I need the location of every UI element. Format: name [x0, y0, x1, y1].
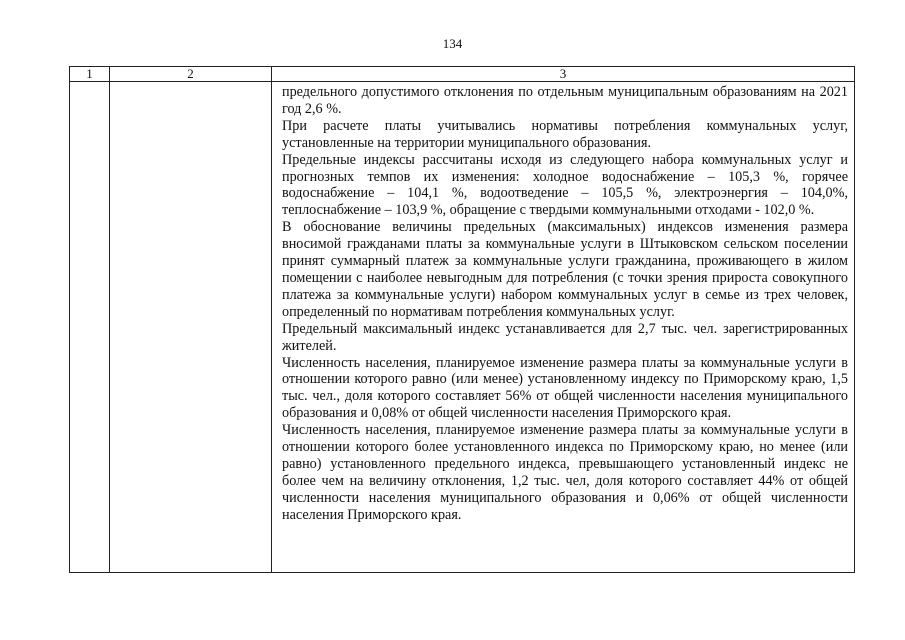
paragraph-population-equal: Численность населения, планируемое изменение размера платы за коммунальные услуги в отношении которого равно (или менее) установленному индексу по Приморскому краю, 1,5 тыс. чел., доля которого составляет 56% от общей численности населения муниципального образования и 0,08% от общей численности населения Приморского края.	[282, 354, 848, 422]
paragraph-justification: В обоснование величины предельных (максимальных) индексов изменения размера вносимой гражданами платы за коммунальные услуги в Штыковском сельском поселении принят суммарный платеж за коммунальные услуги гражданина, проживающего в жилом помещении с наиболее невыгодным для потребления (с точки зрения прироста совокупного платежа за коммунальные услуги) набором коммунальных услуг в семье из трех человек, определенный по нормативам потребления коммунальных услуг.	[282, 219, 848, 320]
cell-column-2	[110, 82, 272, 573]
table-body-row	[70, 82, 855, 573]
cell-column-1	[70, 82, 110, 573]
paragraph-population-above: Численность населения, планируемое изменение размера платы за коммунальные услуги в отношении которого более установленного индекса по Приморскому краю, но менее (или равно) установленного предельного индекса, превышающего установленный индекс не более чем на величину отклонения, 1,2 тыс. чел, доля которого составляет 44% от общей численности населения муниципального образования и 0,06% от общей численности населения Приморского края.	[282, 422, 848, 523]
cell-column-3	[272, 82, 855, 573]
column-header-2: 2	[110, 67, 272, 82]
paragraph-max-index: Предельный максимальный индекс устанавливается для 2,7 тыс. чел. зарегистрированных жителей.	[282, 320, 848, 354]
paragraph-indices: Предельные индексы рассчитаны исходя из следующего набора коммунальных услуг и прогнозных темпов их изменения: холодное водоснабжение – 105,3 %, горячее водоснабжение – 104,1 %, водоотведение – 105,5 %, электроэнергия – 104,0%, теплоснабжение – 103,9 %, обращение с твердыми коммунальными отходами - 102,0 %.	[282, 151, 848, 219]
page-number: 134	[442, 36, 463, 51]
document-table	[69, 66, 855, 573]
column-header-1: 1	[70, 67, 110, 82]
paragraph-norms: При расчете платы учитывались нормативы потребления коммунальных услуг, установленные на территории муниципального образования.	[282, 117, 848, 151]
column-header-3: 3	[272, 67, 855, 82]
paragraph-deviation: предельного допустимого отклонения по отдельным муниципальным образованиям на 2021 год 2,6 %.	[282, 84, 848, 117]
table-header-row	[70, 67, 855, 82]
